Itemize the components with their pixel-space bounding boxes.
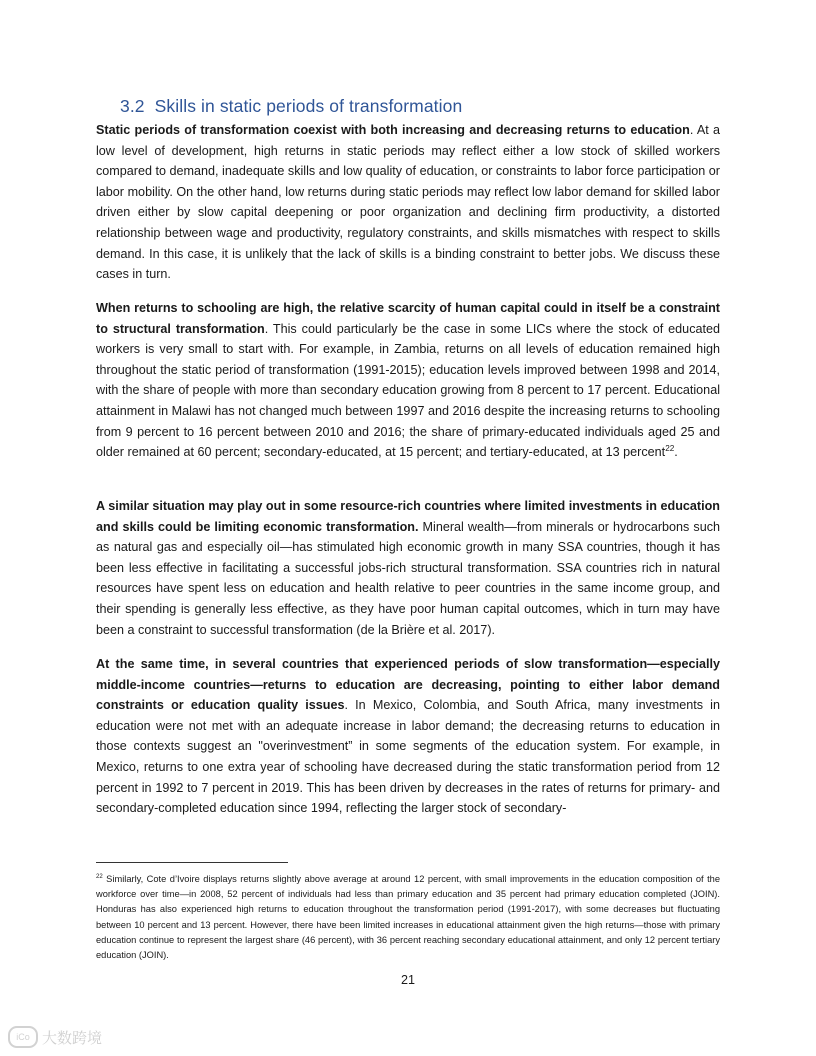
paragraph-4-body: . In Mexico, Colombia, and South Africa, many investments in education were not met with an adequate increase in labor demand; the decreasing returns to education in those contexts suggest an "overinvestment” in some segments of the education system. For example, in Mexico, returns to one extra year of schooling have decreased during the static transformation period from 12 percent in 1992 to 7 percent in 2019. This has been driven by decreases in the rates of returns for primary- and secondary-completed education since 1994, reflecting the larger stock of secondary- xyxy=(96,698,720,816)
watermark-logo-icon: iCo xyxy=(8,1026,38,1048)
paragraph-3-lead: A similar situation may play out in some resource-rich countries where limited investments in education and skills could be limiting economic transformation. xyxy=(96,499,720,534)
paragraph-2-body: . This could particularly be the case in some LICs where the stock of educated workers is very small to start with. For example, in Zambia, returns on all levels of education remained high throughout the static period of transformation (1991-2015); education levels improved between 1998 and 2014, with the share of people with more than secondary education growing from 8 percent to 17 percent. Educational attainment in Malawi has not changed much between 1997 and 2016 despite the increasing returns to schooling from 9 percent to 16 percent between 2010 and 2016; the share of primary-educated individuals aged 25 and older remained at 60 percent; secondary-educated, at 15 percent; and tertiary-educated, at 13 percent xyxy=(96,321,720,460)
footnote-22 xyxy=(96,872,720,963)
paragraph-4 xyxy=(96,654,720,819)
footnote-divider xyxy=(96,862,288,863)
paragraph-1-body: . At a low level of development, high returns in static periods may reflect either a low stock of skilled workers compared to demand, inadequate skills and low quality of education, or constraints to labor force participation or labor mobility. On the other hand, low returns during static periods may reflect low labor demand for skilled labor driven either by slow capital deepening or poor organization and declining firm productivity, a distorted relationship between wage and productivity, regulatory constraints, and skills mismatches with respect to skills demand. In this case, it is unlikely that the lack of skills is a binding constraint to better jobs. We discuss these cases in turn. xyxy=(96,123,720,282)
paragraph-1 xyxy=(96,120,720,285)
paragraph-2 xyxy=(96,298,720,463)
watermark-text: 大数跨境 xyxy=(42,1029,103,1047)
footnote-number: 22 xyxy=(96,873,103,880)
paragraph-2-lead: When returns to schooling are high, the relative scarcity of human capital could in itself be a constraint to structural transformation xyxy=(96,301,720,336)
footnote-text: Similarly, Cote d’Ivoire displays returns slightly above average at around 12 percent, with small improvements in the education composition of the workforce over time—in 2008, 52 percent of individuals had less than primary education and 35 percent had primary education completed (JOIN). Honduras has also experienced high returns to education throughout the transformation period (1991-2017), with some decreases but fluctuating between 10 percent and 13 percent. However, there have been limited increases in educational attainment given the high returns—those with primary education continue to represent the largest share (46 percent), with 36 percent reaching secondary educational attainment, and only 12 percent tertiary education (JOIN). xyxy=(96,874,720,961)
paragraph-2-end: . xyxy=(674,445,678,460)
watermark xyxy=(8,1026,102,1048)
section-title: Skills in static periods of transformation xyxy=(154,96,463,116)
paragraph-4-lead: At the same time, in several countries that experienced periods of slow transformation—especially middle-income countries—returns to education are decreasing, pointing to either labor demand constraints or education quality issues xyxy=(96,657,720,713)
section-heading xyxy=(120,96,462,117)
footnote-ref-22[interactable]: 22 xyxy=(665,443,675,453)
paragraph-3-body: Mineral wealth—from minerals or hydrocarbons such as natural gas and especially oil—has stimulated high economic growth in many SSA countries, though it has been less effective in facilitating a successful jobs-rich structural transformation. SSA countries rich in natural resources have spent less on education and health relative to peer countries in the same income group, and their spending is generally less effective, as they have poor human capital outcomes, which in turn may have been a constraint to successful transformation (de la Brière et al. 2017). xyxy=(96,519,721,637)
page-number: 21 xyxy=(400,973,415,987)
section-number: 3.2 xyxy=(120,96,145,116)
paragraph-1-lead: Static periods of transformation coexist with both increasing and decreasing returns to education xyxy=(96,123,690,137)
paragraph-3 xyxy=(96,496,720,640)
